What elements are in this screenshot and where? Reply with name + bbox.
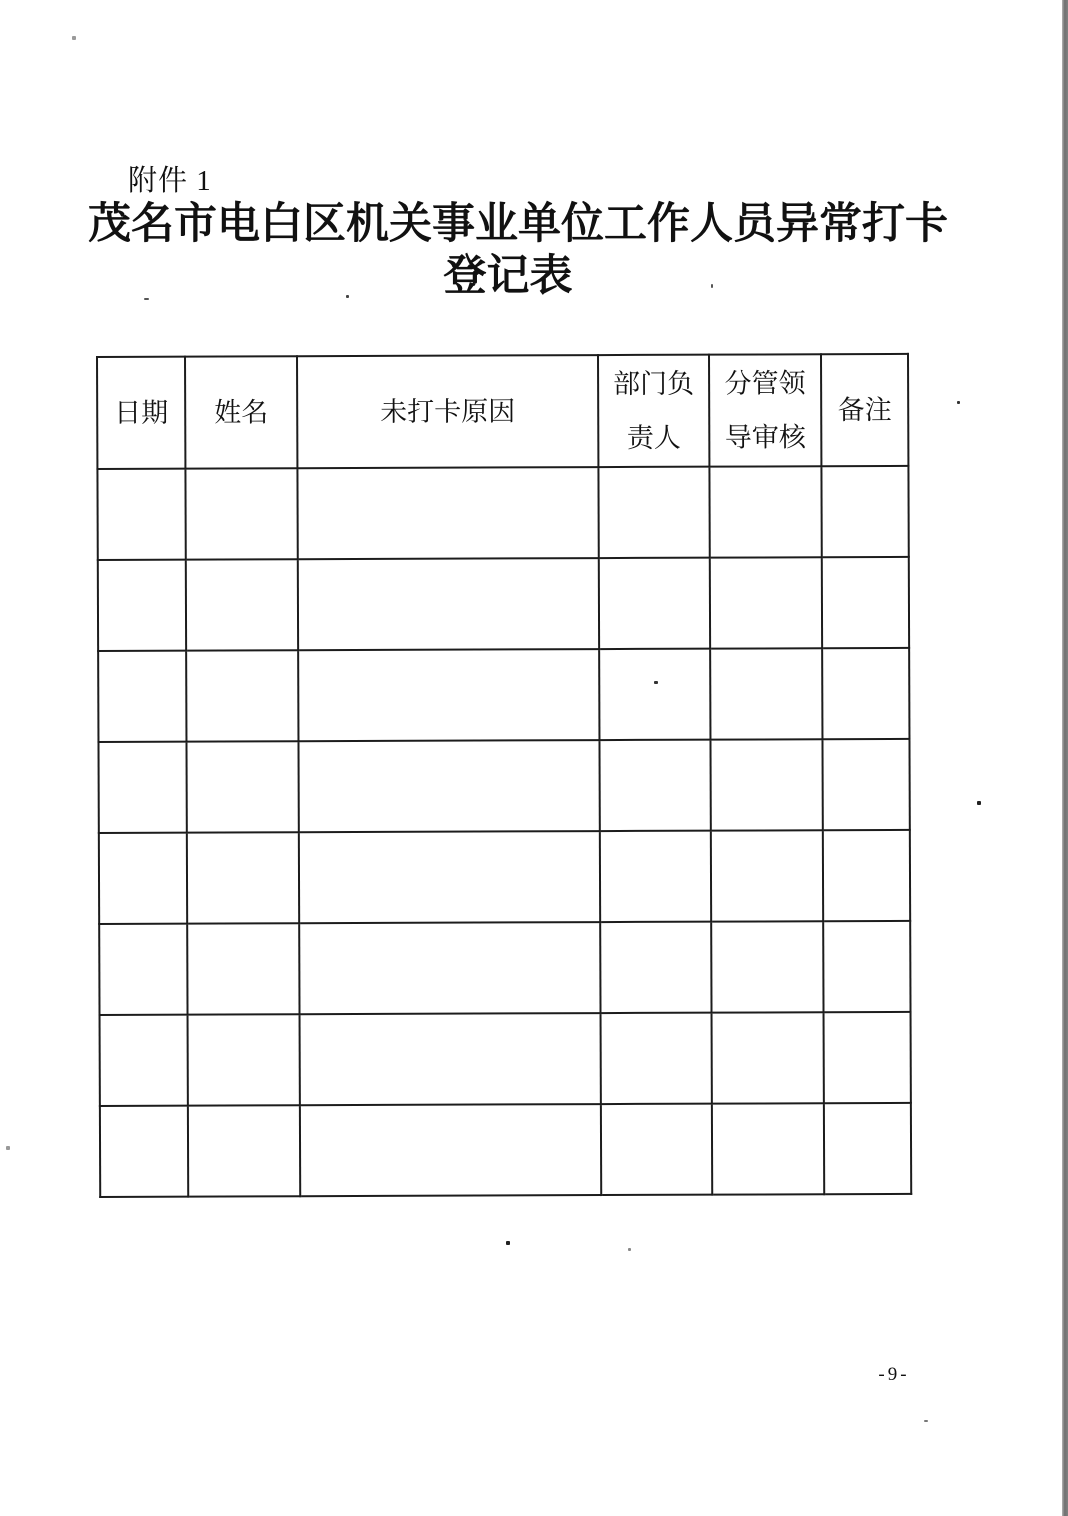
table-cell [298,649,599,741]
table-row [100,1012,911,1106]
table-cell [710,648,822,739]
table-cell [709,466,821,557]
column-header-date: 日期 [97,357,185,469]
table-cell [823,830,910,921]
table-row [98,739,909,833]
table-cell [710,739,822,830]
table-row [99,921,910,1015]
scan-noise-dot [6,1146,10,1150]
table-cell [300,1104,601,1196]
doc-title [88,198,948,302]
table-cell [186,559,298,650]
scan-edge-band [1062,0,1068,1516]
table-cell [98,651,186,742]
table-cell [821,466,908,557]
registration-table [96,353,912,1198]
doc-title-line1: 茂名市电白区机关事业单位工作人员异常打卡 [88,200,948,248]
scan-noise-dot [72,36,76,40]
table-cell [601,1104,712,1195]
table-cell [710,557,822,648]
table-cell [598,467,709,558]
table-cell [299,922,600,1014]
table-cell [600,922,711,1013]
scan-noise-dot [654,681,658,684]
table-cell [187,923,299,1014]
table-cell [99,833,187,924]
table-cell [711,921,823,1012]
table-cell [298,558,599,650]
table-cell [100,1015,188,1106]
column-header-name: 姓名 [185,356,297,468]
table-row [99,830,910,924]
table-cell [599,740,710,831]
table-cell [100,1106,188,1197]
table-row [98,648,909,742]
column-header-leader-review: 分管领 导审核 [709,354,821,466]
column-header-department-head: 部门负 责人 [598,355,709,467]
table-cell [298,740,599,832]
table-cell [187,832,299,923]
table-cell [822,557,909,648]
doc-title-line2: 登记表 [443,252,573,300]
table-row [100,1103,911,1197]
scan-noise-dot [924,1420,928,1422]
table-cell [824,1012,911,1103]
table-cell [188,1014,300,1105]
table-cell [824,1103,911,1194]
table-cell [188,1105,300,1196]
table-cell [186,741,298,832]
column-header-remarks: 备注 [821,354,908,466]
table-cell [99,924,187,1015]
table-cell [712,1012,824,1103]
table-cell [98,742,186,833]
scan-noise-dot [628,1248,631,1251]
table-header-row [97,354,908,469]
table-cell [823,921,910,1012]
table-cell [97,469,185,560]
table-cell [300,1013,601,1105]
scan-noise-dot [711,284,713,288]
table-cell [822,648,909,739]
scan-noise-dot [346,295,349,298]
table-cell [600,831,711,922]
scan-noise-dot [144,298,149,300]
table-cell [711,830,823,921]
table-cell [98,560,186,651]
table-cell [185,468,297,559]
scan-noise-dot [506,1241,510,1245]
table-cell [299,831,600,923]
table-cell [186,650,298,741]
table-row [97,466,908,560]
page-number: -9- [878,1364,910,1385]
table-cell [712,1103,824,1194]
table-row [98,557,909,651]
table-cell [599,558,710,649]
scan-noise-dot [957,401,960,404]
table-cell [601,1013,712,1104]
table-cell [822,739,909,830]
table-cell [599,649,710,740]
table-cell [297,467,598,559]
column-header-reason: 未打卡原因 [297,355,598,468]
attachment-label: 附件 1 [128,165,212,197]
scan-noise-dot [977,801,981,805]
